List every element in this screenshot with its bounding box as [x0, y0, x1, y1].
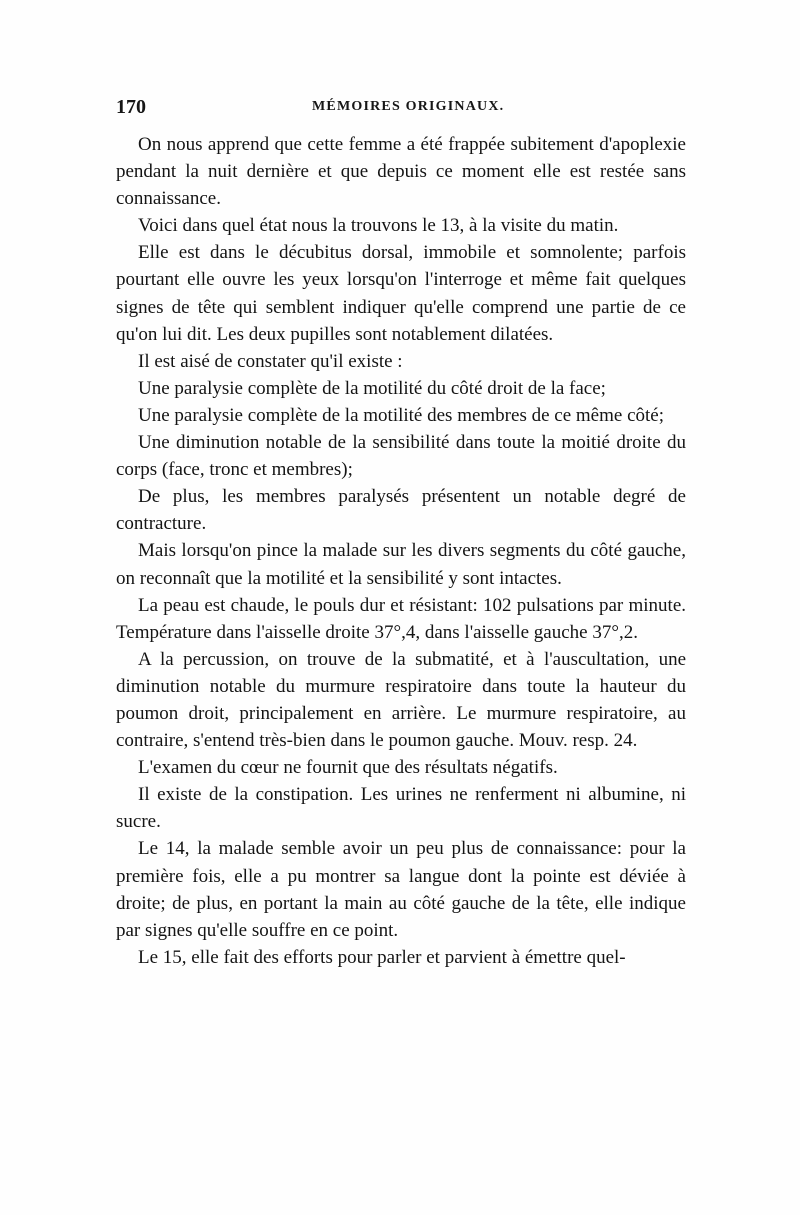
paragraph-2: Voici dans quel état nous la trouvons le 13, à la visite du matin. — [138, 215, 619, 237]
paragraph-3: Elle est dans le décubitus dorsal, immobile et somnolente; parfois pourtant elle ouvre les yeux lorsqu'on l'interroge et même fait quelques signes de tête qui semblent indiquer qu'elle comprend une partie de ce qu'on lui dit. Les deux pupilles sont notablement dilatées. — [116, 242, 686, 345]
paragraph-8: De plus, les membres paralysés présentent un notable degré de contracture. — [116, 486, 686, 535]
paragraph-4: Il est aisé de constater qu'il existe : — [138, 350, 403, 372]
page-header — [116, 96, 686, 120]
body-text — [116, 131, 686, 971]
paragraph-13: Il existe de la constipation. Les urines ne renferment ni albumine, ni sucre. — [116, 784, 686, 833]
paragraph-9: Mais lorsqu'on pince la malade sur les divers segments du côté gauche, on reconnaît que la motilité et la sensibilité y sont intactes. — [116, 540, 686, 589]
paragraph-11: A la percussion, on trouve de la submatité, et à l'auscultation, une diminution notable du murmure respiratoire dans toute la hauteur du poumon droit, principalement en arrière. Le murmure respiratoire, au contraire, s'entend très-bien dans le poumon gauche. Mouv. resp. 24. — [116, 648, 686, 752]
paragraph-7: Une diminution notable de la sensibilité dans toute la moitié droite du corps (face, tronc et membres); — [116, 432, 686, 481]
paragraph-1: On nous apprend que cette femme a été frappée subitement d'apoplexie pendant la nuit dernière et que depuis ce moment elle est restée sans connaissance. — [116, 134, 686, 210]
paragraph-14: Le 14, la malade semble avoir un peu plus de connaissance: pour la première fois, elle a pu montrer sa langue dont la pointe est déviée à droite; de plus, en portant la main au côté gauche de la tête, elle indique par signes qu'elle souffre en ce point. — [116, 838, 686, 941]
page-number: 170 — [116, 96, 146, 118]
paragraph-12: L'examen du cœur ne fournit que des résultats négatifs. — [138, 757, 558, 779]
paragraph-10: La peau est chaude, le pouls dur et résistant: 102 pulsations par minute. Température dans l'aisselle droite 37°,4, dans l'aisselle gauche 37°,2. — [116, 594, 686, 643]
paragraph-15: Le 15, elle fait des efforts pour parler et parvient à émettre quel- — [138, 946, 626, 968]
running-head: MÉMOIRES ORIGINAUX. — [312, 99, 505, 114]
paragraph-6: Une paralysie complète de la motilité des membres de ce même côté; — [138, 404, 664, 426]
paragraph-5: Une paralysie complète de la motilité du côté droit de la face; — [138, 377, 606, 399]
